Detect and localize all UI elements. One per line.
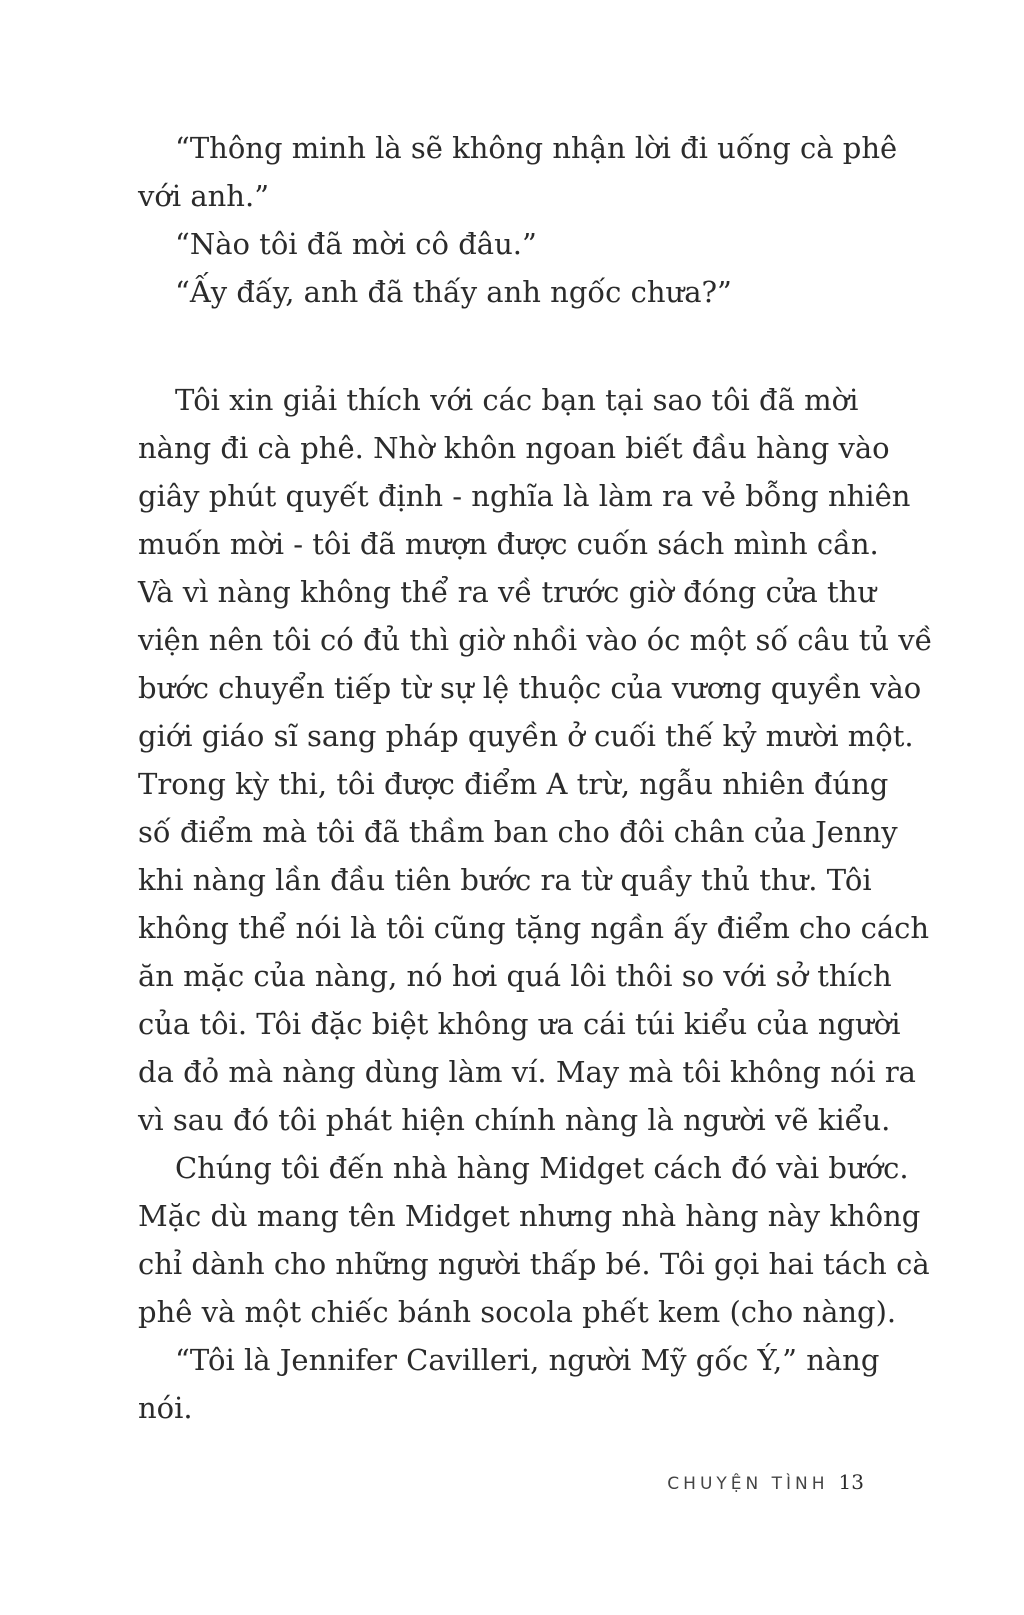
text-line: giây phút quyết định - nghĩa là làm ra vẻ bỗng nhiên bbox=[138, 479, 911, 513]
text-line: số điểm mà tôi đã thầm ban cho đôi chân của Jenny bbox=[138, 815, 898, 849]
text-line: giới giáo sĩ sang pháp quyền ở cuối thế kỷ mười một. bbox=[138, 719, 914, 753]
text-line: Trong kỳ thi, tôi được điểm A trừ, ngẫu nhiên đúng bbox=[138, 767, 889, 801]
page-footer bbox=[667, 1470, 864, 1494]
text-line: nói. bbox=[138, 1391, 193, 1425]
text-line: nàng đi cà phê. Nhờ khôn ngoan biết đầu hàng vào bbox=[138, 431, 890, 465]
text-line: “Nào tôi đã mời cô đâu.” bbox=[175, 227, 537, 261]
text-line: vì sau đó tôi phát hiện chính nàng là người vẽ kiểu. bbox=[138, 1103, 891, 1137]
page-number: 13 bbox=[838, 1470, 864, 1494]
text-line: muốn mời - tôi đã mượn được cuốn sách mình cần. bbox=[138, 527, 879, 561]
text-line: Chúng tôi đến nhà hàng Midget cách đó vài bước. bbox=[175, 1151, 909, 1185]
running-title: CHUYỆN TÌNH bbox=[667, 1474, 829, 1494]
text-line: không thể nói là tôi cũng tặng ngần ấy điểm cho cách bbox=[138, 911, 930, 945]
text-line: da đỏ mà nàng dùng làm ví. May mà tôi không nói ra bbox=[138, 1055, 916, 1089]
text-line: của tôi. Tôi đặc biệt không ưa cái túi kiểu của người bbox=[138, 1007, 901, 1041]
text-line: Tôi xin giải thích với các bạn tại sao tôi đã mời bbox=[175, 383, 859, 417]
text-line: với anh.” bbox=[138, 179, 270, 213]
text-line: Mặc dù mang tên Midget nhưng nhà hàng này không bbox=[138, 1199, 921, 1233]
text-line: ăn mặc của nàng, nó hơi quá lôi thôi so với sở thích bbox=[138, 959, 892, 993]
text-line: Và vì nàng không thể ra về trước giờ đóng cửa thư bbox=[138, 575, 877, 609]
text-line: bước chuyển tiếp từ sự lệ thuộc của vương quyền vào bbox=[138, 671, 922, 705]
section-gap bbox=[138, 316, 865, 376]
text-line: chỉ dành cho những người thấp bé. Tôi gọi hai tách cà bbox=[138, 1247, 930, 1281]
text-line: “Tôi là Jennifer Cavilleri, người Mỹ gốc Ý,” nàng bbox=[175, 1343, 880, 1377]
text-line: “Ấy đấy, anh đã thấy anh ngốc chưa?” bbox=[175, 275, 732, 309]
text-line: khi nàng lần đầu tiên bước ra từ quầy thủ thư. Tôi bbox=[138, 863, 872, 897]
page-body bbox=[138, 124, 933, 1432]
text-line: viện nên tôi có đủ thì giờ nhồi vào óc một số câu tủ về bbox=[138, 623, 933, 657]
text-line: “Thông minh là sẽ không nhận lời đi uống cà phê bbox=[175, 131, 898, 165]
text-line: phê và một chiếc bánh socola phết kem (cho nàng). bbox=[138, 1295, 897, 1329]
